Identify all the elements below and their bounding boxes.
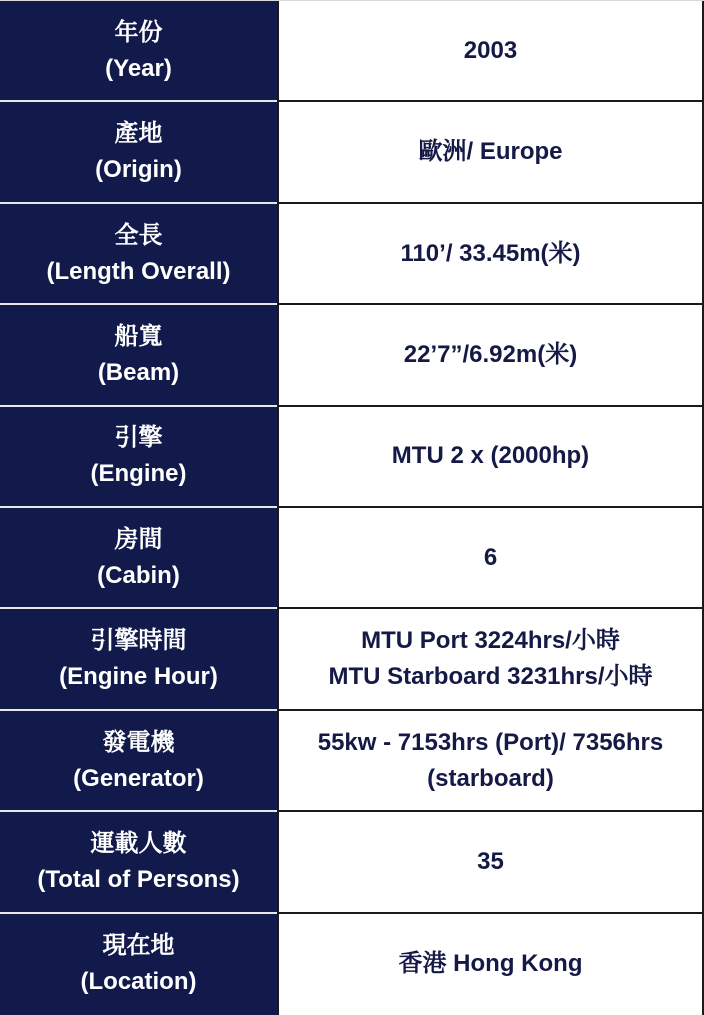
label-english: (Beam) bbox=[97, 358, 180, 386]
value-line: 2003 bbox=[463, 36, 518, 64]
spec-label-beam bbox=[0, 305, 277, 406]
label-english: (Engine) bbox=[90, 460, 187, 488]
value-line: MTU 2 x (2000hp) bbox=[391, 442, 590, 470]
spec-row-generator bbox=[0, 711, 704, 812]
value-line: MTU Starboard 3231hrs/小時 bbox=[328, 663, 653, 691]
label-english: (Cabin) bbox=[97, 561, 180, 589]
spec-label-year bbox=[0, 1, 277, 102]
spec-row-origin bbox=[0, 102, 704, 203]
label-chinese: 年份 bbox=[114, 18, 163, 46]
label-chinese: 現在地 bbox=[102, 932, 175, 960]
value-line: 35 bbox=[477, 847, 504, 875]
label-chinese: 船寬 bbox=[114, 322, 163, 350]
spec-value-origin bbox=[277, 102, 704, 203]
label-english: (Generator) bbox=[73, 764, 204, 792]
spec-value-beam bbox=[277, 305, 704, 406]
label-chinese: 運載人數 bbox=[90, 829, 187, 857]
spec-label-total-persons bbox=[0, 812, 277, 913]
value-line: 110’/ 33.45m(米) bbox=[400, 239, 581, 267]
value-line: 22’7”/6.92m(米) bbox=[403, 340, 578, 368]
spec-label-location bbox=[0, 914, 277, 1015]
spec-label-cabin bbox=[0, 508, 277, 609]
label-chinese: 全長 bbox=[114, 221, 163, 249]
spec-label-generator bbox=[0, 711, 277, 812]
spec-row-cabin bbox=[0, 508, 704, 609]
label-chinese: 引擎時間 bbox=[90, 627, 187, 655]
spec-value-engine-hour bbox=[277, 609, 704, 710]
spec-value-total-persons bbox=[277, 812, 704, 913]
value-line: 55kw - 7153hrs (Port)/ 7356hrs bbox=[317, 728, 664, 756]
spec-label-length-overall bbox=[0, 204, 277, 305]
spec-row-beam bbox=[0, 305, 704, 406]
label-english: (Engine Hour) bbox=[59, 663, 218, 691]
spec-value-location bbox=[277, 914, 704, 1015]
spec-label-engine bbox=[0, 407, 277, 508]
value-line: MTU Port 3224hrs/小時 bbox=[361, 627, 620, 655]
value-line: (starboard) bbox=[427, 764, 554, 792]
spec-row-engine-hour bbox=[0, 609, 704, 710]
spec-value-length-overall bbox=[277, 204, 704, 305]
value-line: 6 bbox=[483, 543, 498, 571]
spec-value-cabin bbox=[277, 508, 704, 609]
label-english: (Length Overall) bbox=[46, 257, 231, 285]
spec-value-engine bbox=[277, 407, 704, 508]
value-line: 香港 Hong Kong bbox=[398, 950, 583, 978]
label-english: (Location) bbox=[80, 968, 197, 996]
label-english: (Total of Persons) bbox=[37, 865, 240, 893]
label-chinese: 產地 bbox=[114, 120, 163, 148]
spec-value-generator bbox=[277, 711, 704, 812]
spec-value-year bbox=[277, 1, 704, 102]
value-line: 歐洲/ Europe bbox=[418, 138, 563, 166]
spec-row-length-overall bbox=[0, 204, 704, 305]
label-chinese: 引擎 bbox=[114, 424, 163, 452]
spec-row-total-persons bbox=[0, 812, 704, 913]
label-chinese: 發電機 bbox=[102, 728, 175, 756]
spec-label-origin bbox=[0, 102, 277, 203]
label-english: (Origin) bbox=[95, 156, 182, 184]
spec-row-year bbox=[0, 1, 704, 102]
spec-row-engine bbox=[0, 407, 704, 508]
label-chinese: 房間 bbox=[114, 525, 163, 553]
spec-label-engine-hour bbox=[0, 609, 277, 710]
spec-row-location bbox=[0, 914, 704, 1015]
label-english: (Year) bbox=[105, 54, 172, 82]
